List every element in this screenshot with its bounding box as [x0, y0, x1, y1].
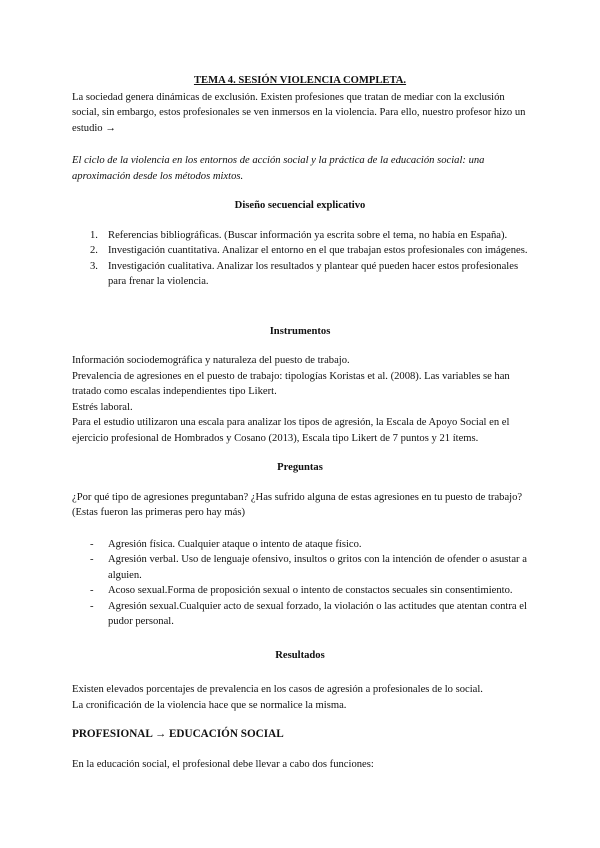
section-heading-educacion-social: PROFESIONAL → EDUCACIÓN SOCIAL	[72, 728, 284, 740]
instruments-heading: Instrumentos	[269, 325, 331, 337]
aggression-item-2	[72, 552, 528, 583]
instruments-body	[72, 353, 528, 446]
list-number: 3.	[90, 260, 98, 272]
aggression-item-3	[72, 583, 528, 599]
results-line-2: La cronificación de la violencia hace que se normalice la misma.	[72, 699, 347, 711]
aggression-item-1	[72, 537, 528, 553]
design-item-1	[72, 228, 528, 244]
design-item-3	[72, 259, 528, 290]
instruments-line-2: Prevalencia de agresiones en el puesto de trabajo: tipologías Koristas et al. (2008). Las variables se han tratado como escalas independientes tipo Likert.	[72, 370, 510, 397]
intro-paragraph: La sociedad genera dinámicas de exclusión. Existen profesiones que tratan de mediar con la exclusión social, sin embargo, estos profesionales se ven inmersos en la violencia. Para ello, nuestro profesor hizo un estudio →	[72, 91, 526, 134]
list-dash: -	[90, 538, 94, 550]
questions-heading: Preguntas	[277, 462, 323, 473]
list-item-text: Agresión verbal. Uso de lenguaje ofensivo, insultos o gritos con la intención de ofender o asustar a alguien.	[108, 554, 527, 581]
list-number: 2.	[90, 245, 98, 256]
list-item-text: Investigación cuantitativa. Analizar el entorno en el que trabajan estos profesionales con imágenes.	[108, 245, 528, 256]
study-title: El ciclo de la violencia en los entornos de acción social y la práctica de la educación social: una aproximación desde los métodos mixtos.	[72, 155, 485, 182]
list-item-text: Referencias bibliográficas. (Buscar información ya escrita sobre el tema, no había en España).	[108, 229, 508, 241]
results-body	[72, 682, 528, 713]
list-item-text: Agresión física. Cualquier ataque o intento de ataque físico.	[108, 538, 362, 550]
list-dash: -	[90, 600, 94, 612]
list-number: 1.	[90, 229, 98, 241]
list-dash: -	[90, 585, 94, 596]
aggression-list	[72, 537, 528, 630]
design-heading: Diseño secuencial explicativo	[234, 200, 366, 211]
list-item-text: Agresión sexual.Cualquier acto de sexual forzado, la violación o las actitudes que atentan contra el pudor personal.	[108, 600, 527, 627]
results-heading: Resultados	[275, 649, 325, 661]
aggression-item-4	[72, 599, 528, 630]
section2-paragraph: En la educación social, el profesional debe llevar a cabo dos funciones:	[72, 758, 374, 770]
instruments-line-1: Información sociodemográfica y naturaleza del puesto de trabajo.	[72, 355, 350, 366]
list-item-text: Acoso sexual.Forma de proposición sexual o intento de constactos secuales sin consentimiento.	[108, 585, 513, 596]
results-line-1: Existen elevados porcentajes de prevalencia en los casos de agresión a profesionales de lo social.	[72, 684, 483, 695]
instruments-line-3: Estrés laboral.	[72, 401, 133, 413]
list-item-text: Investigación cualitativa. Analizar los resultados y plantear qué pueden hacer estos profesionales para frenar la violencia.	[108, 260, 519, 287]
design-item-2	[72, 243, 528, 259]
list-dash: -	[90, 554, 94, 565]
document-title: TEMA 4. SESIÓN VIOLENCIA COMPLETA.	[193, 75, 407, 86]
design-list	[72, 228, 528, 290]
instruments-line-4: Para el estudio utilizaron una escala para analizar los tipos de agresión, la Escala de Apoyo Social en el ejercicio profesional de Hombrados y Cosano (2013), Escala tipo Likert de 7 puntos y 21 ítems.	[72, 417, 510, 444]
questions-intro: ¿Por qué tipo de agresiones preguntaban? ¿Has sufrido alguna de estas agresiones en tu puesto de trabajo? (Estas fueron las primeras pero hay más)	[72, 491, 523, 518]
